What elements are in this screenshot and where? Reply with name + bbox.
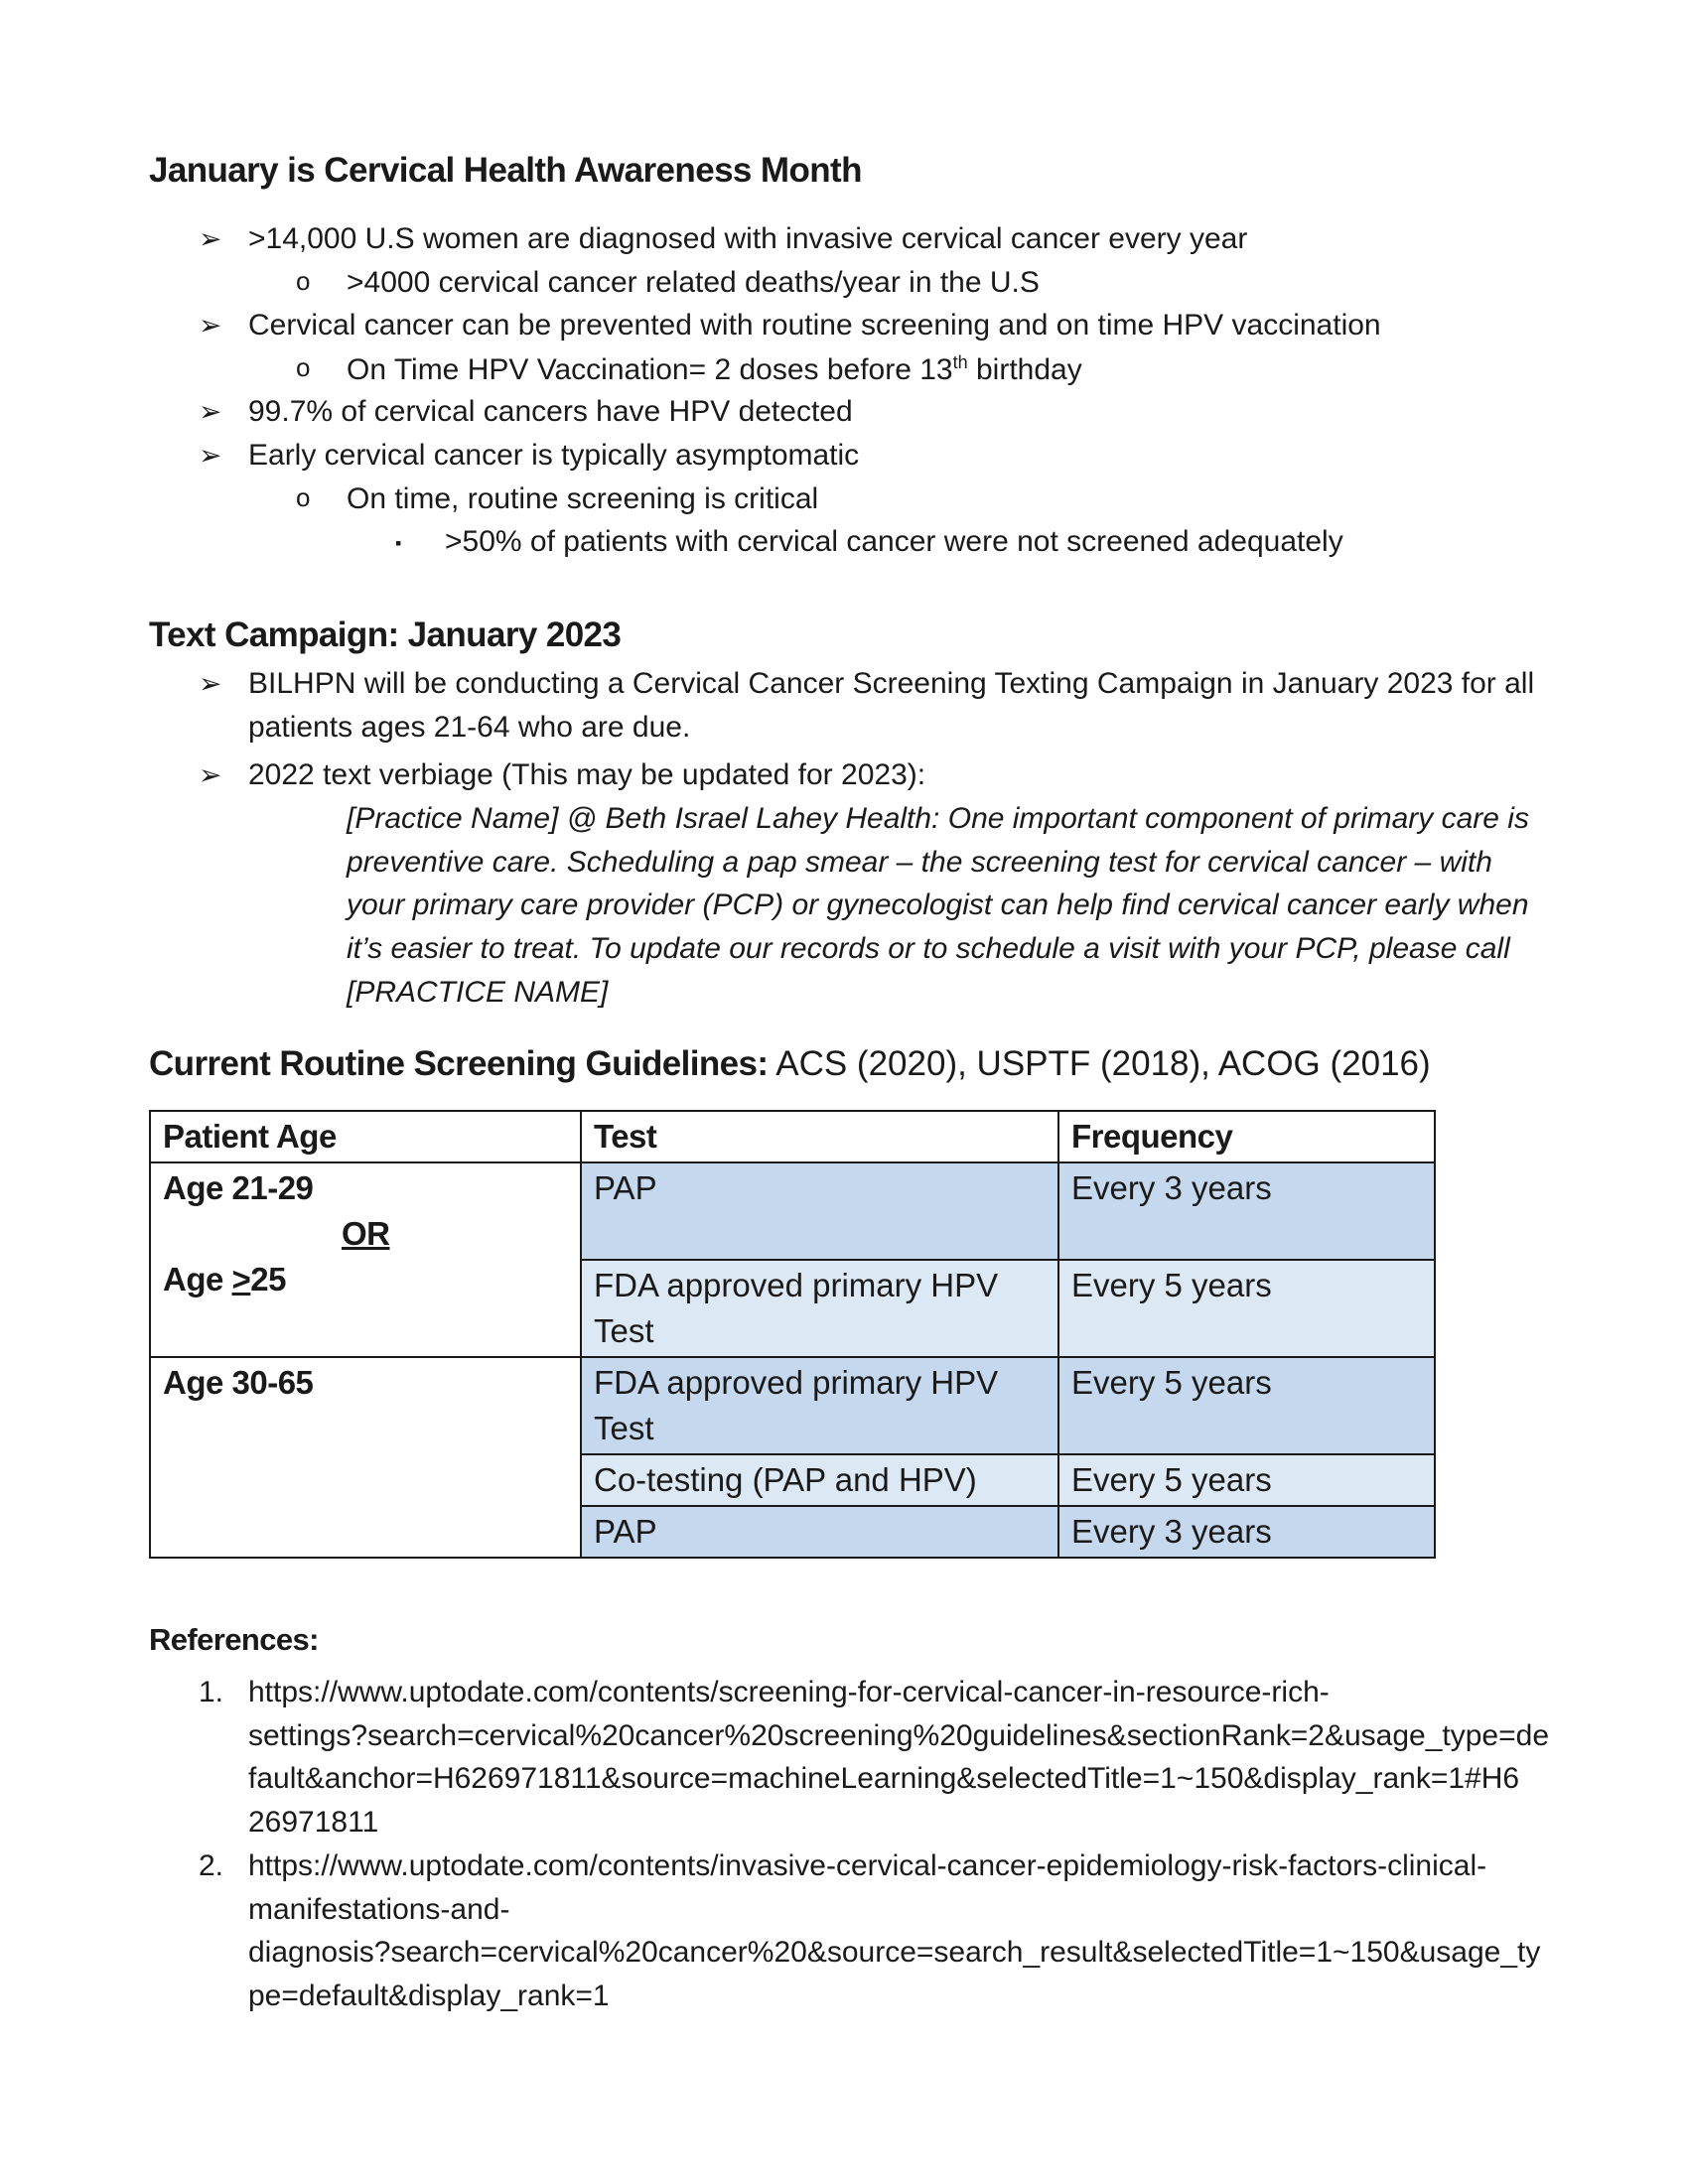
bullet-text: 2022 text verbiage (This may be updated for 2023): xyxy=(248,758,926,791)
verbiage-line: your primary care provider (PCP) or gynecologist can help find cervical cancer early when xyxy=(347,888,1529,921)
header-cell: Test xyxy=(581,1111,1058,1162)
test-cell: FDA approved primary HPV Test xyxy=(581,1357,1058,1454)
arrow-bullet-icon: ➢ xyxy=(199,668,222,699)
arrow-bullet-icon: ➢ xyxy=(199,310,222,341)
test-cell: PAP xyxy=(581,1162,1058,1260)
frequency-cell: Every 3 years xyxy=(1058,1162,1435,1260)
frequency-cell: Every 5 years xyxy=(1058,1260,1435,1357)
reference-link[interactable]: manifestations-and- xyxy=(248,1893,510,1926)
test-cell: FDA approved primary HPV Test xyxy=(581,1260,1058,1357)
age-cell: Age 21-29 OR Age >25 xyxy=(150,1162,581,1357)
reference-link[interactable]: https://www.uptodate.com/contents/screening-for-cervical-cancer-in-resource-rich- xyxy=(248,1676,1330,1708)
bullet-text: >14,000 U.S women are diagnosed with invasive cervical cancer every year xyxy=(248,222,1248,255)
header-cell: Patient Age xyxy=(150,1111,581,1162)
verbiage-line: [PRACTICE NAME] xyxy=(347,976,609,1009)
verbiage-line: [Practice Name] @ Beth Israel Lahey Health: One important component of primary care is xyxy=(347,802,1529,835)
test-cell: PAP xyxy=(581,1506,1058,1558)
bullet-text: >4000 cervical cancer related deaths/year in the U.S xyxy=(347,266,1040,299)
test-cell: Co-testing (PAP and HPV) xyxy=(581,1454,1058,1506)
verbiage-line: preventive care. Scheduling a pap smear – the screening test for cervical cancer – with xyxy=(347,846,1492,879)
reference-link[interactable]: https://www.uptodate.com/contents/invasive-cervical-cancer-epidemiology-risk-factors-clinical- xyxy=(248,1849,1487,1882)
frequency-cell: Every 5 years xyxy=(1058,1454,1435,1506)
table-row xyxy=(150,1162,1435,1260)
frequency-cell: Every 3 years xyxy=(1058,1506,1435,1558)
arrow-bullet-icon: ➢ xyxy=(199,223,222,254)
arrow-bullet-icon: ➢ xyxy=(199,440,222,471)
bullet-text: patients ages 21-64 who are due. xyxy=(248,711,691,744)
bullet-text: BILHPN will be conducting a Cervical Cancer Screening Texting Campaign in January 2023 for all xyxy=(248,667,1535,700)
bullet-text: Cervical cancer can be prevented with routine screening and on time HPV vaccination xyxy=(248,309,1381,341)
reference-link[interactable]: pe=default&display_rank=1 xyxy=(248,1979,610,2012)
section-title-awareness: January is Cervical Health Awareness Month xyxy=(149,151,862,190)
section-title-guidelines: Current Routine Screening Guidelines: ACS (2020), USPTF (2018), ACOG (2016) xyxy=(149,1044,1431,1083)
arrow-bullet-icon: ➢ xyxy=(199,396,222,427)
reference-number: 1. xyxy=(199,1676,224,1708)
verbiage-line: it’s easier to treat. To update our records or to schedule a visit with your PCP, please call xyxy=(347,932,1510,965)
references-title: References: xyxy=(149,1622,319,1657)
reference-number: 2. xyxy=(199,1849,224,1882)
reference-link[interactable]: diagnosis?search=cervical%20cancer%20&source=search_result&selectedTitle=1~150&usage_ty xyxy=(248,1936,1541,1969)
bullet-text: 99.7% of cervical cancers have HPV detected xyxy=(248,395,853,428)
bullet-text: >50% of patients with cervical cancer were not screened adequately xyxy=(445,525,1343,558)
table-header-row xyxy=(150,1111,1435,1162)
bullet-text: On time, routine screening is critical xyxy=(347,482,819,515)
age-cell: Age 30-65 xyxy=(150,1357,581,1558)
frequency-cell: Every 5 years xyxy=(1058,1357,1435,1454)
square-bullet-icon: ▪ xyxy=(395,533,402,553)
bullet-text-vaccination: On Time HPV Vaccination= 2 doses before 13th birthday xyxy=(347,352,1082,386)
circle-bullet-icon: o xyxy=(296,266,311,296)
reference-link[interactable]: fault&anchor=H626971811&source=machineLearning&selectedTitle=1~150&display_rank=1#H6 xyxy=(248,1762,1520,1795)
header-cell: Frequency xyxy=(1058,1111,1435,1162)
bullet-text: Early cervical cancer is typically asymptomatic xyxy=(248,439,860,472)
arrow-bullet-icon: ➢ xyxy=(199,759,222,790)
reference-link[interactable]: 26971811 xyxy=(248,1806,379,1839)
guidelines-table xyxy=(149,1110,1436,1559)
table-row xyxy=(150,1357,1435,1454)
circle-bullet-icon: o xyxy=(296,482,311,512)
reference-link[interactable]: settings?search=cervical%20cancer%20screening%20guidelines&sectionRank=2&usage_type=de xyxy=(248,1719,1550,1752)
section-title-campaign: Text Campaign: January 2023 xyxy=(149,615,622,654)
circle-bullet-icon: o xyxy=(296,352,311,382)
